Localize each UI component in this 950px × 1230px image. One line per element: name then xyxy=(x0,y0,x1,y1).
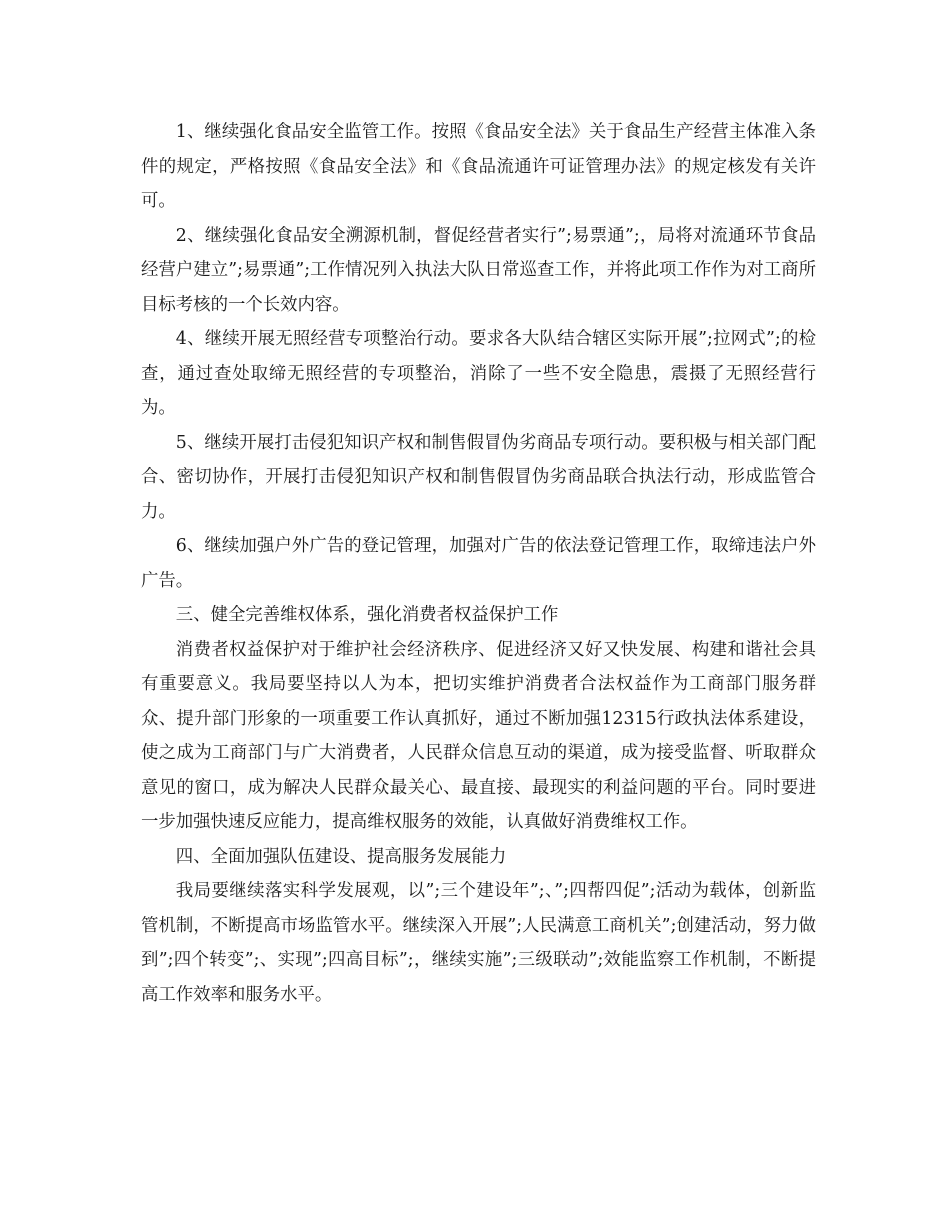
paragraph-unlicensed-business: 4、继续开展无照经营专项整治行动。要求各大队结合辖区实际开展”;拉网式”;的检查，通过查处取缔无照经营的专项整治，消除了一些不安全隐患，震摄了无照经营行为。 xyxy=(141,329,816,418)
document-body xyxy=(141,115,816,1012)
paragraph-team-building: 我局要继续落实科学发展观，以”;三个建设年”;、”;四帮四促”;活动为载体，创新监管机制，不断提高市场监管水平。继续深入开展”;人民满意工商机关”;创建活动，努力做到”;四个转变”;、实现”;四高目标”;，继续实施”;三级联动”;效能监察工作机制，不断提高工作效率和服务水平。 xyxy=(141,881,816,1005)
paragraph-food-safety-supervision: 1、继续强化食品安全监管工作。按照《食品安全法》关于食品生产经营主体准入条件的规定，严格按照《食品安全法》和《食品流通许可证管理办法》的规定核发有关许可。 xyxy=(141,122,816,211)
paragraph-food-traceability: 2、继续强化食品安全溯源机制，督促经营者实行”;易票通”;，局将对流通环节食品经营户建立”;易票通”;工作情况列入执法大队日常巡查工作，并将此项工作作为对工商所目标考核的一个长效内容。 xyxy=(141,225,816,315)
section-heading-consumer-rights: 三、健全完善维权体系，强化消费者权益保护工作 xyxy=(175,605,559,625)
section-heading-team-building: 四、全面加强队伍建设、提高服务发展能力 xyxy=(175,846,507,867)
paragraph-ip-counterfeit: 5、继续开展打击侵犯知识产权和制售假冒伪劣商品专项行动。要积极与相关部门配合、密切协作，开展打击侵犯知识产权和制售假冒伪劣商品联合执法行动，形成监管合力。 xyxy=(141,432,816,522)
paragraph-consumer-rights: 消费者权益保护对于维护社会经济秩序、促进经济又好又快发展、构建和谐社会具有重要意义。我局要坚持以人为本，把切实维护消费者合法权益作为工商部门服务群众、提升部门形象的一项重要工作认真抓好，通过不断加强12315行政执法体系建设，使之成为工商部门与广大消费者，人民群众信息互动的渠道，成为接受监督、听取群众意见的窗口，成为解决人民群众最关心、最直接、最现实的利益问题的平台。同时要进一步加强快速反应能力，提高维权服务的效能，认真做好消费维权工作。 xyxy=(141,639,816,832)
paragraph-outdoor-advertising: 6、继续加强户外广告的登记管理，加强对广告的依法登记管理工作，取缔违法户外广告。 xyxy=(141,536,816,591)
